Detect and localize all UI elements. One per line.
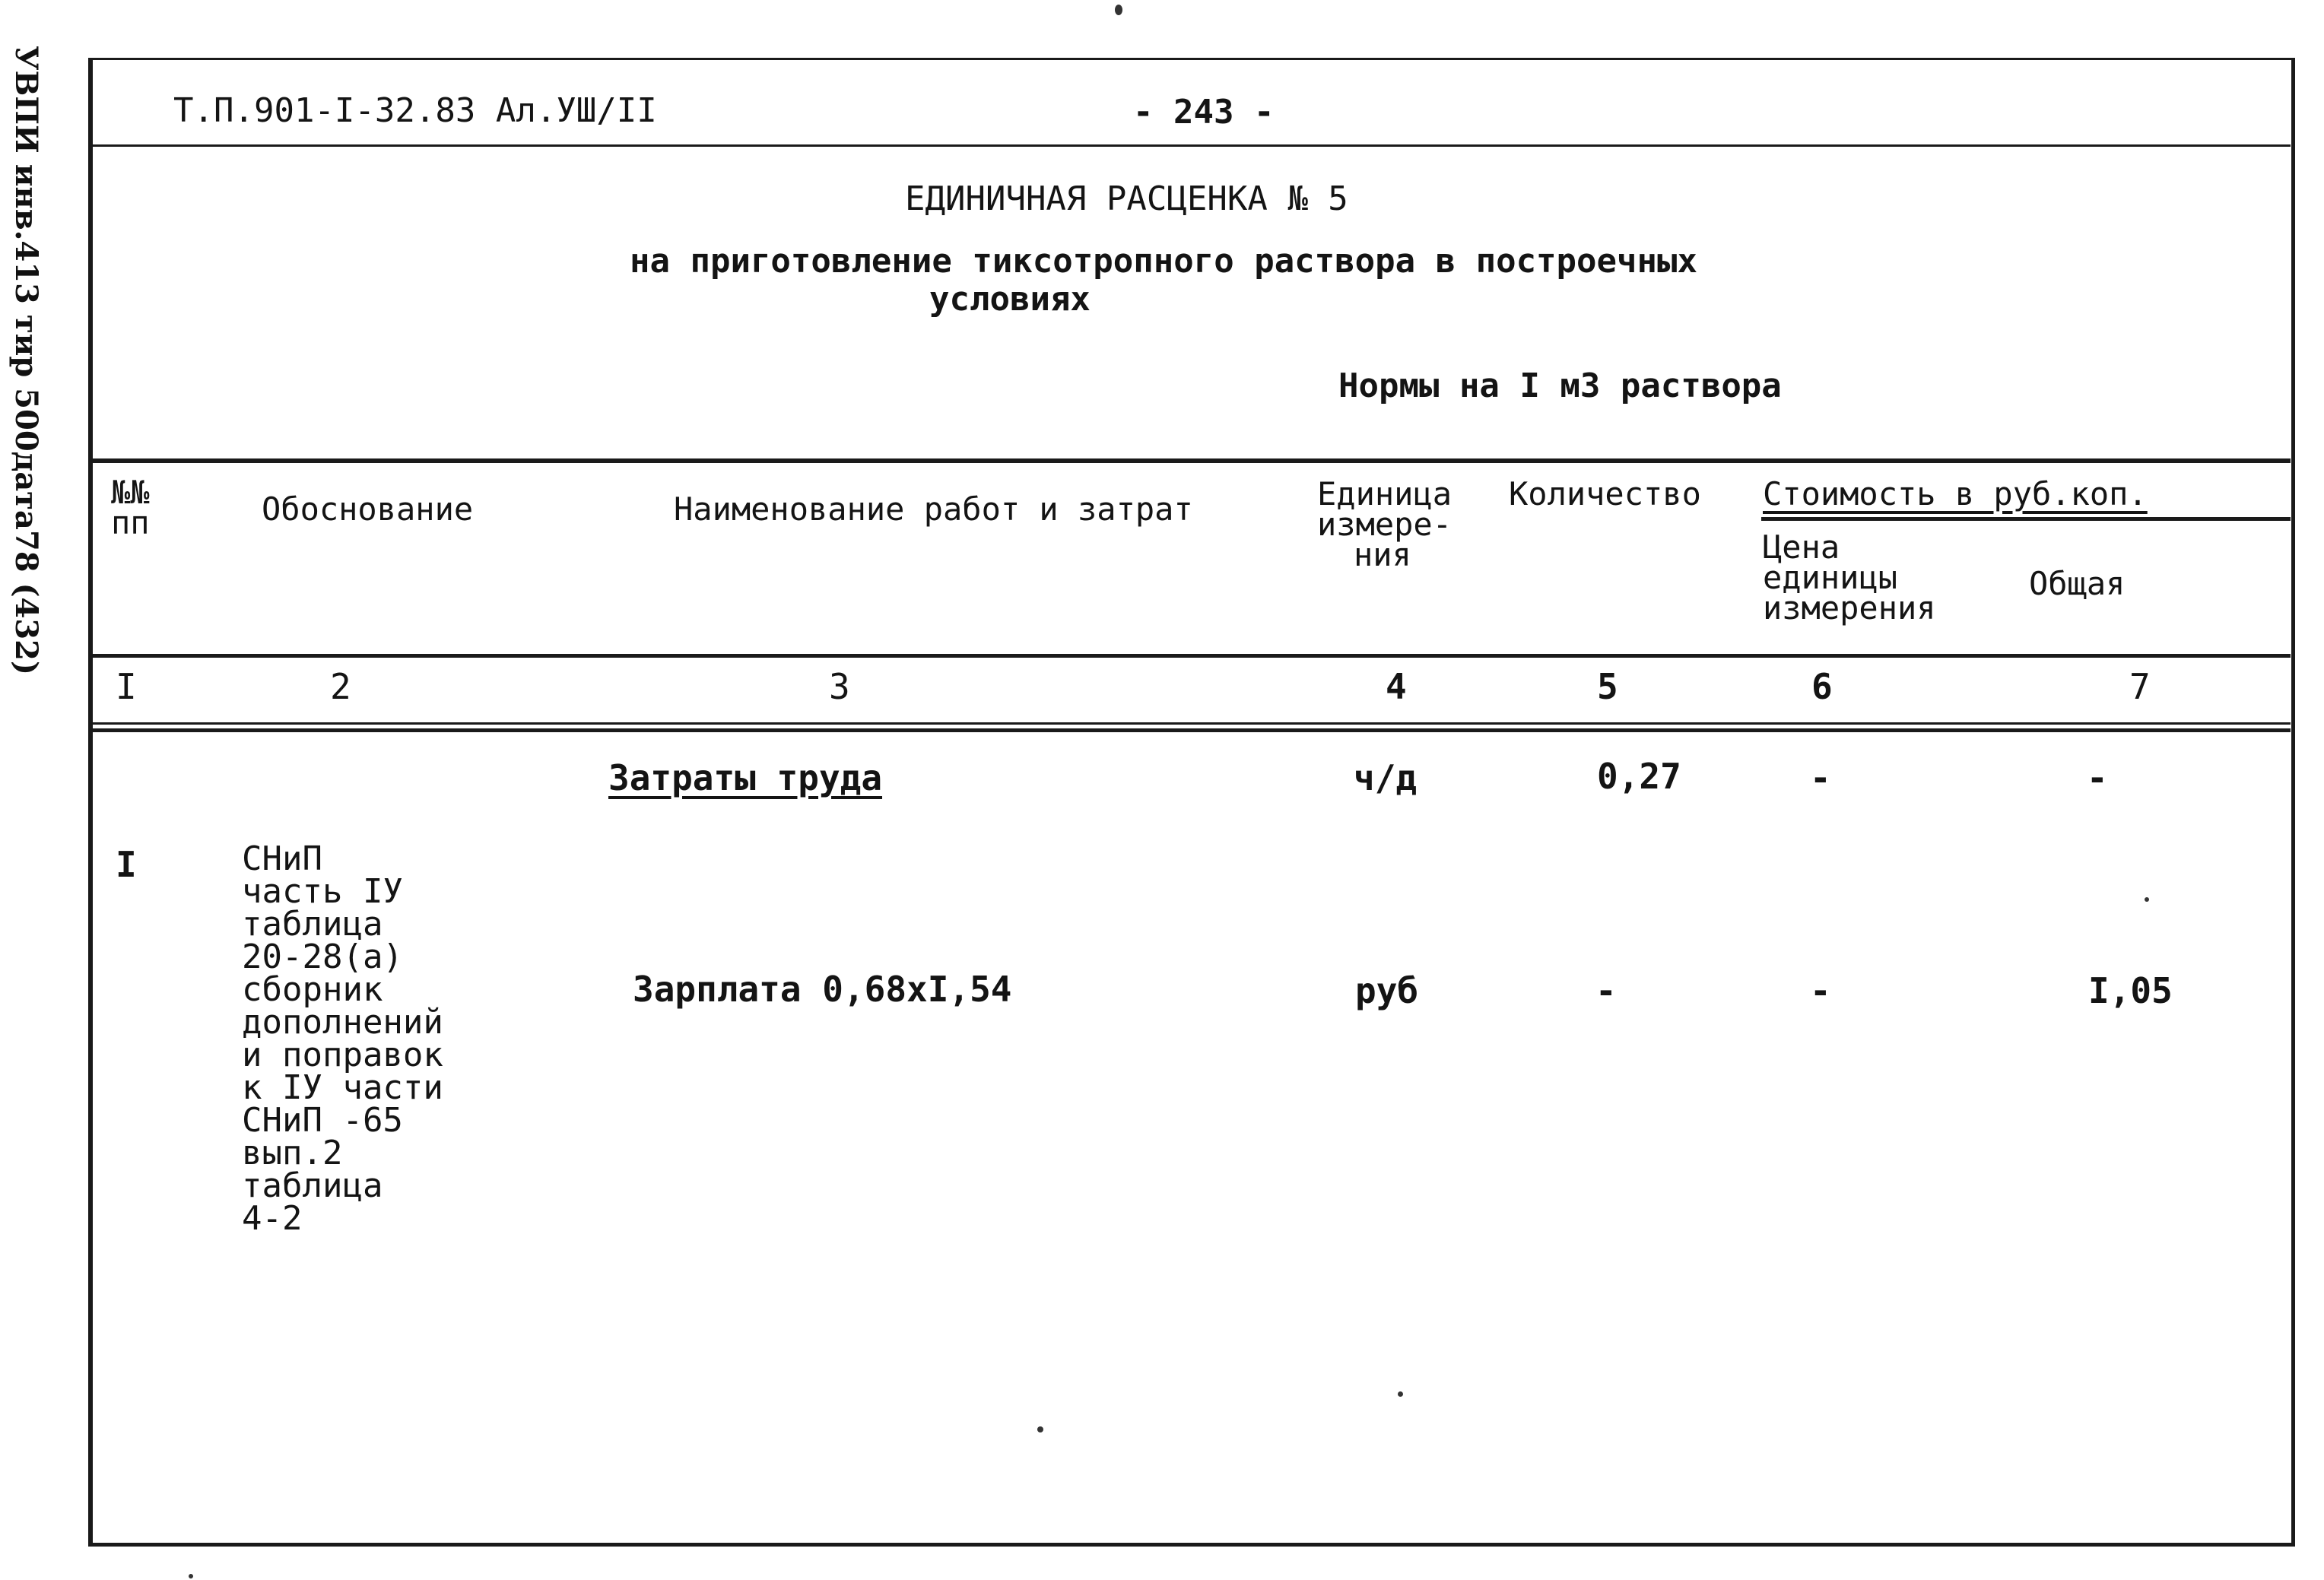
header-unit-line1: Единица [1317,475,1452,512]
rate-subtitle-line1: на приготовление тиксотропного раствора в построечных [630,242,1697,281]
header-num-line1: №№ [111,474,150,511]
page-number: - 243 - [1133,93,1275,132]
row-wage-qty: - [1595,970,1617,1011]
basis-line-3: таблица [242,905,383,944]
col-number-1: I [116,666,137,707]
page-frame [88,58,2295,1547]
basis-line-1: СНиП [242,839,322,878]
basis-line-10: вып.2 [242,1134,343,1172]
header-rule [93,144,2291,147]
basis-line-11: таблица [242,1166,383,1205]
row-labor-name-text: Затраты труда [608,757,883,798]
basis-line-8: к IУ части [242,1068,443,1107]
header-num-line2: пп [111,504,150,541]
header-cost [1763,475,2148,512]
basis-line-4: 20-28(а) [242,938,403,976]
col-number-3: 3 [829,666,850,707]
header-qty: Количество [1509,475,1701,512]
header-basis: Обоснование [262,490,474,528]
header-unit-price-line3: измерения [1763,589,1936,627]
col-number-4: 4 [1386,666,1407,707]
header-unit-price-line1: Цена [1763,528,1840,566]
header-unit-price-line2: единицы [1763,559,1898,596]
row-wage-unit: руб [1355,970,1419,1011]
basis-line-12: 4-2 [242,1199,303,1238]
scan-speck [1037,1426,1043,1432]
col-number-5: 5 [1597,666,1618,707]
basis-line-5: сборник [242,970,383,1009]
row-labor-total: - [2087,757,2108,798]
basis-line-9: СНиП -65 [242,1101,403,1140]
header-unit [1317,475,1452,573]
norms-caption: Нормы на I м3 раствора [1338,366,1782,405]
col-number-rule-top [93,722,2291,725]
col-number-6: 6 [1811,666,1833,707]
scan-speck [2145,897,2149,902]
col-number-7: 7 [2129,666,2151,707]
row-wage-basis [242,839,443,1238]
header-unit-line3: ния [1354,536,1411,573]
row-labor-unit: ч/д [1354,757,1418,798]
side-stamp [0,46,61,1156]
row-labor-name [608,757,882,798]
row-labor-qty: 0,27 [1597,756,1681,797]
doc-code: Т.П.901-I-32.83 Ал.УШ/II [173,91,657,130]
header-num [111,474,150,541]
row-wage-num: I [116,844,137,885]
row-wage-price: - [1810,970,1831,1011]
row-wage-name: Зарплата 0,68хI,54 [633,969,1012,1010]
header-separator-rule [93,654,2291,658]
table-top-rule [93,458,2291,463]
header-name: Наименование работ и затрат [674,490,1193,528]
header-unit-line2: измере- [1317,506,1452,543]
basis-line-6: дополнений [242,1003,443,1042]
row-wage-total: I,05 [2088,970,2173,1011]
side-stamp-text: УВПИ инв.413 тир 500дата78 (432) [8,46,44,675]
header-cost-label: Стоимость в руб.коп. [1763,475,2148,512]
col-number-rule-bottom [93,728,2291,732]
header-unit-price [1763,528,1936,627]
rate-title: ЕДИНИЧНАЯ РАСЦЕНКА № 5 [905,179,1348,218]
col-number-2: 2 [330,666,351,707]
basis-line-7: и поправок [242,1036,443,1074]
header-total: Общая [2029,565,2126,602]
scan-speck [189,1574,193,1578]
scan-speck [1115,5,1122,15]
cost-subheader-rule [1761,517,2291,521]
scan-speck [1398,1391,1403,1397]
row-labor-price: - [1810,757,1831,798]
rate-subtitle-line2: условиях [929,280,1091,319]
basis-line-2: часть IУ [242,872,403,911]
